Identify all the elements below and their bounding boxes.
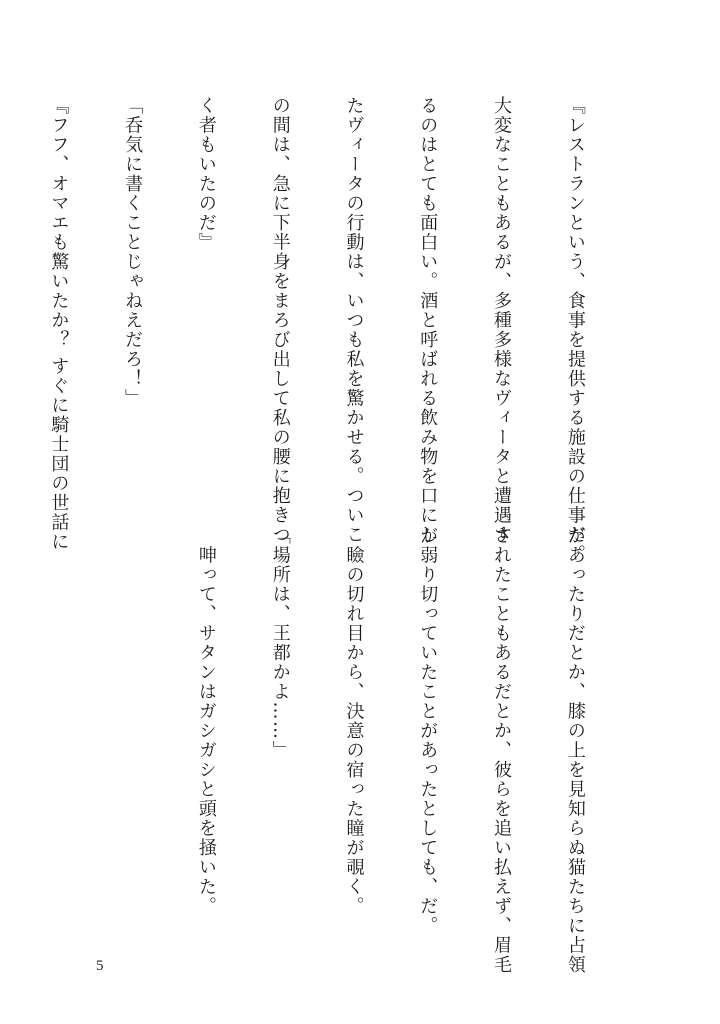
text-line: たヴィータの行動は、いつも私を驚かせる。ついこ [343,96,365,545]
text-line: が弱り切っていたことがあったとしても、だ。 [417,526,439,936]
text-line: されたこともあるだとか、彼らを追い払えず、眉毛 [491,526,513,975]
text-line: 『レストランという、食事を提供する施設の仕事だ。 [564,96,586,564]
text-block-upper [48,96,636,564]
text-line: の間は、急に下半身をまろび出して私の腰に抱きつ [269,96,291,545]
text-line: 『フフ、オマエも驚いたか？ すぐに騎士団の世話に [48,96,70,552]
page-number: 5 [96,958,104,974]
text-line: 「呑気に書くことじゃねえだろ！」 [122,96,144,408]
text-line: く者もいたのだ』 [195,96,217,252]
text-line: るのはとても面白い。酒と呼ばれる飲み物を口にし [417,96,439,545]
text-block-lower [96,526,636,975]
blank-line [46,526,71,906]
blank-line [120,526,145,906]
text-line: 大変なこともあるが、多種多様なヴィータと遭遇す [491,96,513,545]
text-line: 呻って、サタンはガシガシと頭を掻いた。 [195,526,217,916]
text-line: があったりだとか、膝の上を見知らぬ猫たちに占領 [564,526,586,975]
text-line: 瞼の切れ目から、決意の宿った瞳が覗く。 [343,526,365,916]
text-line: 「場所は、王都かよ……」 [269,526,291,760]
